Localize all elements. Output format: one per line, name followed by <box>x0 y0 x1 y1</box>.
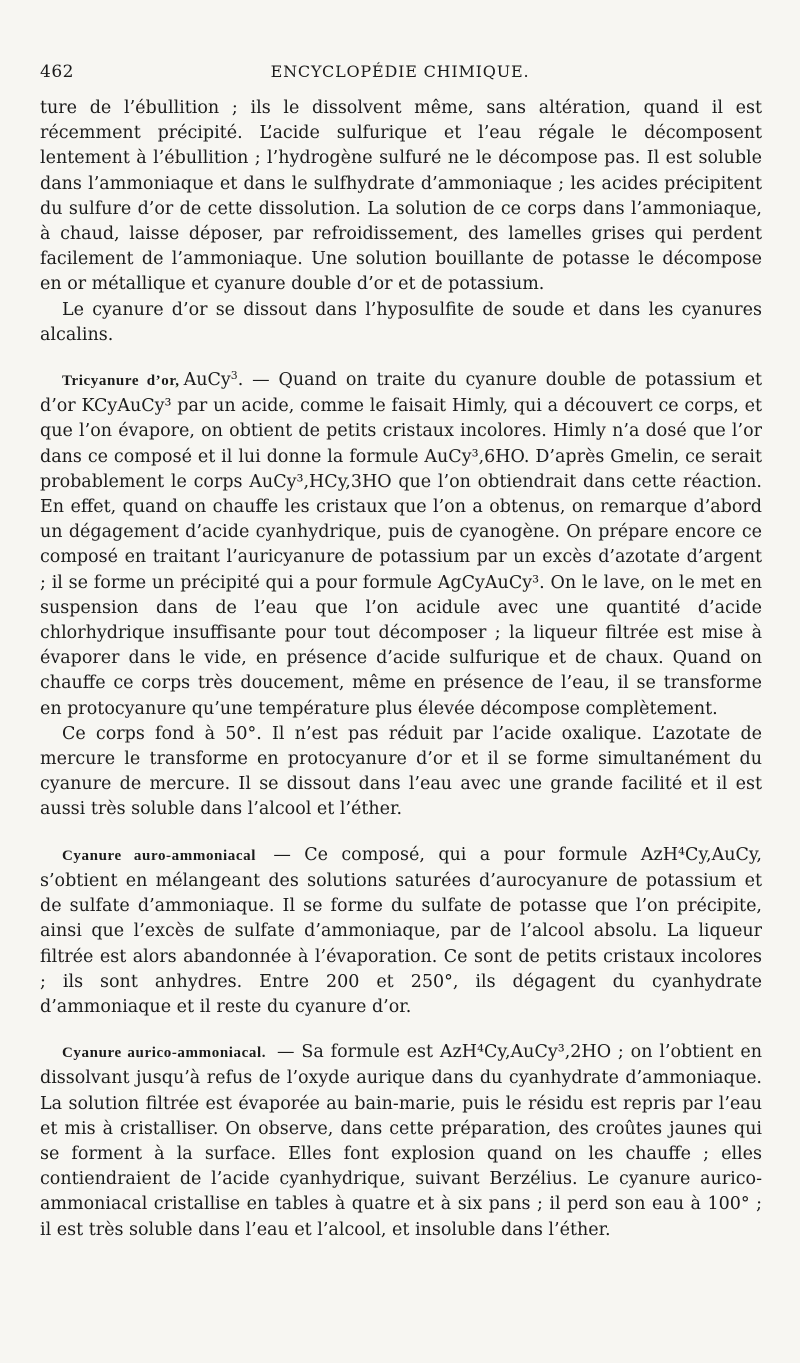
paragraph-aurico-ammoniacal <box>40 1040 762 1243</box>
paragraph-continuation: ture de l’ébullition ; ils le dissolvent même, sans altération, quand il est récemment précipité. L’acide sulfurique et l’eau régale le décomposent lentement à l’ébullition ; l’hydrogène sulfuré ne le décompose pas. Il est soluble dans l’ammoniaque et dans le sulfhydrate d’ammoniaque ; les acides précipitent du sulfure d’or de cette dissolution. La solution de ce corps dans l’ammoniaque, à chaud, laisse déposer, par refroidissement, des lamelles grises qui perdent facilement de l’ammoniaque. Une solution bouillante de potasse le décompose en or métallique et cyanure double d’or et de potassium. <box>40 98 762 295</box>
paragraph-auro-ammoniacal <box>40 843 762 1020</box>
formula-base: AuCy <box>183 370 231 391</box>
paragraph-auro-ammoniacal-text: — Ce composé, qui a pour formule AzH⁴Cy,AuCy, s’obtient en mélangeant des solutions saturées d’aurocyanure de potassium et de sulfate d’ammoniaque. Il se forme du sulfate de potasse que l’on précipite, ainsi que l’excès de sulfate d’ammoniaque, par de l’alcool absolu. La liqueur filtrée est alors abandonnée à l’évaporation. Ce sont de petits cristaux incolores ; ils sont anhydres. Entre 200 et 250°, ils dégagent du cyanhydrate d’ammoniaque et il reste du cyanure d’or. <box>40 844 762 1017</box>
section-term-aurico-ammoniacal: Cyanure aurico-ammoniacal. <box>62 1045 267 1062</box>
paragraph-tricyanure-text: — Quand on traite du cyanure double de potassium et d’or KCyAuCy³ par un acide, comme le faisait Himly, qui a découvert ce corps, et que l’on évapore, on obtient de petits cristaux incolores. Himly n’a dosé que l’or dans ce composé et il lui donne la formule AuCy³,6HO. D’après Gmelin, ce serait probablement le corps AuCy³,HCy,3HO que l’on obtiendrait dans cette réaction. En effet, quand on chauffe les cristaux que l’on a obtenus, on remarque d’abord un dégagement d’acide cyanhydrique, puis de cyanogène. On prépare encore ce composé en traitant l’auricyanure de potassium par un excès d’azotate d’argent ; il se forme un précipité qui a pour formule AgCyAuCy³. On le lave, on le met en suspension dans de l’eau que l’on acidule avec une quantité d’acide chlorhydrique insuffisante pour tout décomposer ; la liqueur filtrée est mise à évaporer dans le vide, en présence d’acide sulfurique et de chaux. Quand on chauffe ce corps très doucement, même en présence de l’eau, il se transforme en protocyanure qu’une température plus élevée décompose complètement. <box>40 370 762 719</box>
page-number: 462 <box>40 62 74 82</box>
paragraph-aurico-ammoniacal-text: — Sa formule est AzH⁴Cy,AuCy³,2HO ; on l’obtient en dissolvant jusqu’à refus de l’oxyde aurique dans du cyanhydrate d’ammoniaque. La solution filtrée est évaporée au bain-marie, puis le résidu est repris par l’eau et mis à cristalliser. On observe, dans cette préparation, des croûtes jaunes qui se forment à la surface. Elles font explosion quand on les chauffe ; elles contiendraient de l’acide cyanhydrique, suivant Berzélius. Le cyanure aurico-ammoniacal cristallise en tables à quatre et à six pans ; il perd son eau à 100° ; il est très soluble dans l’eau et l’alcool, et insoluble dans l’éther. <box>40 1042 762 1240</box>
paragraph-dissolution: Le cyanure d’or se dissout dans l’hyposulfite de soude et dans les cyanures alcalins. <box>40 299 762 345</box>
formula-aucy3 <box>184 370 244 390</box>
formula-superscript: 3 <box>230 369 238 383</box>
page-body <box>40 96 762 1243</box>
formula-period: . <box>237 370 244 391</box>
section-term-tricyanure: Tricyanure d’or, <box>62 373 180 390</box>
running-header <box>40 62 760 84</box>
running-title: ENCYCLOPÉDIE CHIMIQUE. <box>270 62 530 81</box>
section-term-auro-ammoniacal: Cyanure auro-ammoniacal <box>62 847 256 864</box>
paragraph-tricyanure <box>40 368 762 722</box>
paragraph-properties: Ce corps fond à 50°. Il n’est pas réduit par l’acide oxalique. L’azotate de mercure le transforme en protocyanure d’or et il se forme simultanément du cyanure de mercure. Il se dissout dans l’eau avec une grande facilité et il est aussi très soluble dans l’alcool et l’éther. <box>40 723 762 820</box>
